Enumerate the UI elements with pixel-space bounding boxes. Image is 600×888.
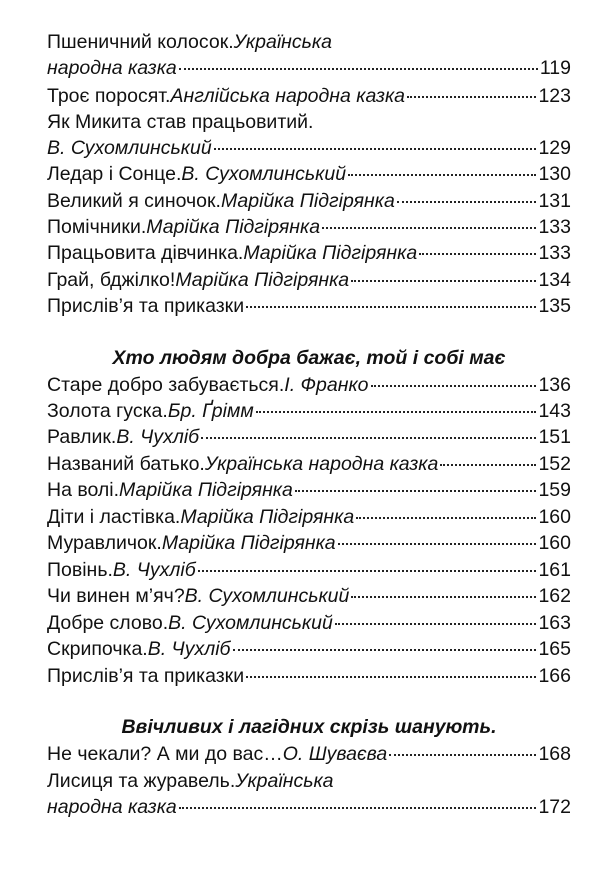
toc-entry — [47, 29, 571, 55]
entry-author: Англійська народна казка — [170, 85, 406, 107]
dot-leader — [389, 753, 536, 756]
entry-author: В. Сухомлинський — [184, 585, 350, 607]
entry-title: Прислів’я та приказки — [47, 665, 245, 687]
entry-title: Старе добро забувається. — [47, 374, 285, 396]
dot-leader — [198, 569, 537, 572]
dot-leader — [440, 463, 536, 466]
entry-author: народна казка — [47, 796, 177, 818]
entry-author: В. Сухомлинський — [47, 137, 212, 159]
toc-entry — [47, 583, 571, 609]
toc-entry — [47, 477, 571, 503]
toc-entry — [47, 135, 571, 161]
toc-entry — [47, 557, 571, 583]
toc-entry — [47, 741, 571, 767]
page-number: 172 — [538, 796, 571, 818]
page-number: 168 — [538, 743, 571, 765]
entry-author: народна казка — [47, 57, 177, 79]
entry-title: Золота гуска. — [47, 400, 168, 422]
toc-entry — [47, 83, 571, 109]
page-number: 160 — [538, 506, 571, 528]
page-number: 136 — [538, 374, 571, 396]
entry-title: Добре слово. — [47, 612, 169, 634]
entry-title: Прислів’я та приказки — [47, 295, 245, 317]
page-number: 152 — [538, 453, 571, 475]
page-number: 133 — [538, 242, 571, 264]
dot-leader — [348, 173, 536, 176]
dot-leader — [201, 436, 536, 439]
entry-author: Українська — [235, 770, 334, 792]
entry-title: На волі. — [47, 479, 120, 501]
page-number: 162 — [538, 585, 571, 607]
dot-leader — [246, 675, 536, 678]
entry-title: Діти і ластівка. — [47, 506, 181, 528]
entry-title: Муравличок. — [47, 532, 162, 554]
section-heading: Хто людям добра бажає, той і собі має — [112, 347, 506, 369]
entry-title: Чи винен м’яч? — [47, 585, 185, 607]
toc-entry — [47, 214, 571, 240]
dot-leader — [351, 595, 536, 598]
dot-leader — [351, 279, 536, 282]
toc-entry — [47, 424, 571, 450]
entry-author: Марійка Підгірянка — [146, 216, 321, 238]
entry-title: Троє поросят. — [47, 85, 171, 107]
dot-leader — [295, 489, 537, 492]
toc-entry — [47, 398, 571, 424]
entry-author: В. Сухомлинський — [181, 163, 347, 185]
page-number: 119 — [539, 57, 571, 79]
section-heading: Ввічливих і лагідних скрізь шанують. — [121, 716, 497, 738]
entry-title: Названий батько. — [47, 453, 205, 475]
entry-title: Лисиця та журавель. — [47, 770, 236, 792]
entry-title: Помічники. — [47, 216, 147, 238]
entry-title: Працьовита дівчинка. — [47, 242, 244, 264]
entry-title: Грай, бджілко! — [47, 269, 176, 291]
page-number: 130 — [538, 163, 571, 185]
toc-entry — [47, 267, 571, 293]
page-number: 166 — [538, 665, 571, 687]
dot-leader — [419, 252, 536, 255]
page-number: 131 — [538, 190, 571, 212]
entry-title: Скрипочка. — [47, 638, 148, 660]
entry-author: В. Чухліб — [112, 559, 196, 581]
toc-entry — [47, 530, 571, 556]
dot-leader — [214, 147, 537, 150]
entry-title: Не чекали? А ми до вас… — [47, 743, 283, 765]
toc-entry — [47, 636, 571, 662]
toc-entry — [47, 663, 571, 689]
entry-author: Марійка Підгірянка — [220, 190, 395, 212]
dot-leader — [233, 648, 537, 651]
page-number: 151 — [538, 426, 571, 448]
toc-entry — [47, 109, 571, 135]
toc-entry — [47, 188, 571, 214]
entry-author: Бр. Ґрімм — [167, 400, 254, 422]
page-number: 160 — [538, 532, 571, 554]
entry-author: Марійка Підгірянка — [119, 479, 293, 501]
dot-leader — [397, 200, 537, 203]
dot-leader — [256, 410, 537, 413]
entry-author: Марійка Підгірянка — [161, 532, 336, 554]
page-number: 163 — [538, 612, 571, 634]
dot-leader — [335, 622, 537, 625]
entry-author: Марійка Підгірянка — [243, 242, 418, 264]
entry-author: Українська народна казка — [204, 453, 439, 475]
dot-leader — [179, 806, 537, 809]
entry-title: Як Микита став працьовитий. — [47, 111, 314, 133]
page-number: 135 — [538, 295, 571, 317]
entry-author: В. Чухліб — [116, 426, 200, 448]
page-number: 143 — [538, 400, 571, 422]
page-number: 129 — [538, 137, 571, 159]
entry-title: Пшеничний колосок. — [47, 31, 234, 53]
toc-entry — [47, 240, 571, 266]
dot-leader — [407, 95, 536, 98]
toc-entry — [47, 55, 571, 81]
page-number: 133 — [538, 216, 571, 238]
toc-entry — [47, 610, 571, 636]
entry-author: Марійка Підгірянка — [175, 269, 350, 291]
dot-leader — [246, 305, 536, 308]
page-number: 165 — [538, 638, 571, 660]
toc-entry — [47, 768, 571, 794]
toc-entry — [47, 451, 571, 477]
entry-author: І. Франко — [284, 374, 369, 396]
dot-leader — [356, 516, 536, 519]
toc-entry — [47, 794, 571, 820]
page-number: 159 — [538, 479, 571, 501]
entry-author: Українська — [233, 31, 332, 53]
toc-entry — [47, 293, 571, 319]
entry-title: Ледар і Сонце. — [47, 163, 182, 185]
dot-leader — [338, 542, 537, 545]
entry-title: Повінь. — [47, 559, 113, 581]
page-number: 161 — [538, 559, 571, 581]
dot-leader — [371, 384, 537, 387]
entry-author: Марійка Підгірянка — [180, 506, 355, 528]
toc-entry — [47, 504, 571, 530]
page-number: 123 — [538, 85, 571, 107]
toc-entry — [47, 161, 571, 187]
dot-leader — [179, 67, 538, 70]
entry-author: В. Чухліб — [147, 638, 231, 660]
entry-title: Великий я синочок. — [47, 190, 221, 212]
entry-title: Равлик. — [47, 426, 117, 448]
entry-author: В. Сухомлинський — [168, 612, 333, 634]
page-number: 134 — [538, 269, 571, 291]
toc-entry — [47, 372, 571, 398]
dot-leader — [322, 226, 536, 229]
entry-author: О. Шуваєва — [282, 743, 388, 765]
